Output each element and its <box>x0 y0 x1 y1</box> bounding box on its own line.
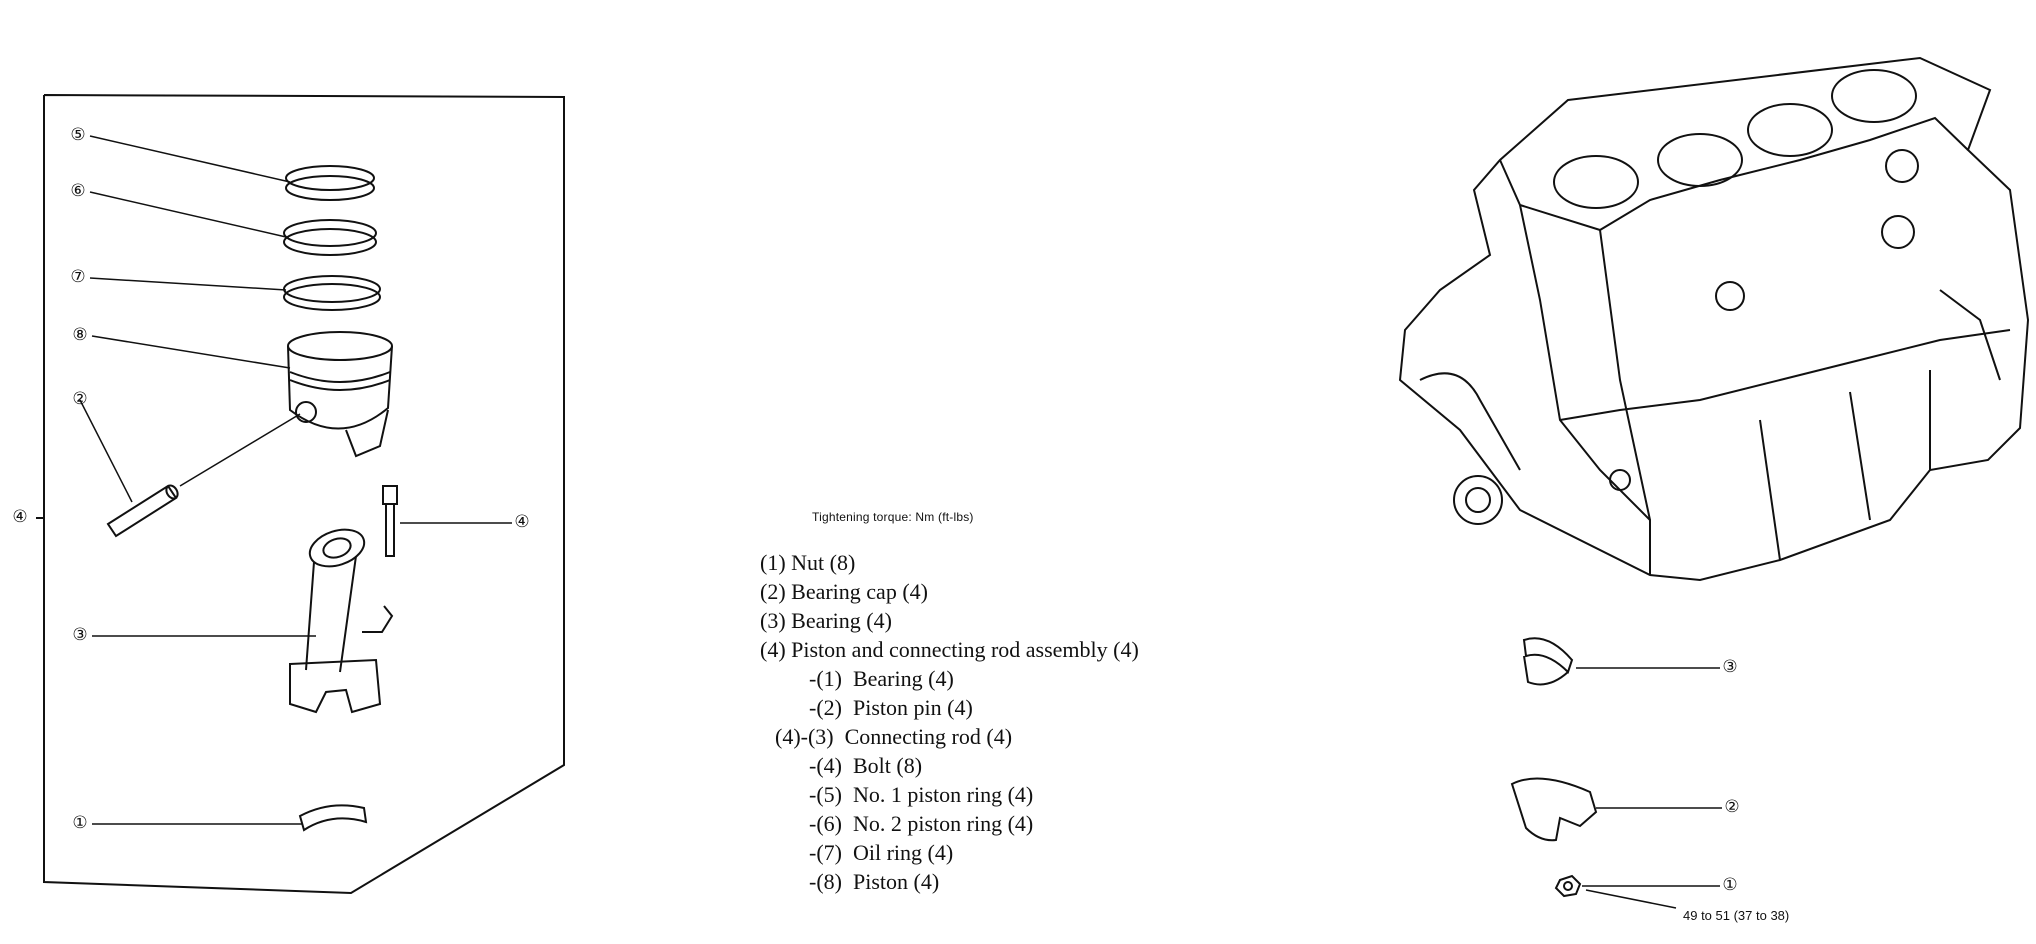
callout-4-bolt: ④ <box>514 511 530 531</box>
callout-3: ③ <box>72 624 88 644</box>
torque-value: 49 to 51 (37 to 38) <box>1683 908 1790 923</box>
piston <box>288 332 392 456</box>
connecting-rod-bolt <box>383 486 397 556</box>
main-bearing <box>1524 638 1572 684</box>
parts-list-item: -(4) Bolt (8) <box>809 753 923 778</box>
parts-list-item: -(1) Bearing (4) <box>809 666 954 691</box>
parts-list-item: -(6) No. 2 piston ring (4) <box>809 811 1034 836</box>
callout-right-3: ③ <box>1722 656 1738 676</box>
rod-bearing <box>300 805 366 830</box>
parts-list-item: (2) Bearing cap (4) <box>760 579 928 604</box>
parts-list-item: (3) Bearing (4) <box>760 608 892 633</box>
parts-list-item: -(2) Piston pin (4) <box>809 695 973 720</box>
callout-7: ⑦ <box>70 266 86 286</box>
engine-block <box>1400 58 2028 580</box>
piston-pin <box>108 483 180 536</box>
parts-list-item: (4)-(3) Connecting rod (4) <box>775 724 1013 749</box>
callout-2: ② <box>72 388 88 408</box>
parts-list-item: (4) Piston and connecting rod assembly (4) <box>760 637 1139 662</box>
callout-6: ⑥ <box>70 180 86 200</box>
parts-list-item: (1) Nut (8) <box>760 550 856 575</box>
right-leader-lines <box>1576 668 1722 908</box>
connecting-rod <box>290 523 392 712</box>
callout-right-2: ② <box>1724 796 1740 816</box>
callout-5: ⑤ <box>70 124 86 144</box>
parts-list-item: -(5) No. 1 piston ring (4) <box>809 782 1034 807</box>
callout-right-1: ① <box>1722 874 1738 894</box>
cap-nut <box>1556 876 1580 896</box>
callout-8: ⑧ <box>72 324 88 344</box>
parts-list-item: -(8) Piston (4) <box>809 869 940 894</box>
bearing-cap <box>1512 779 1596 841</box>
callout-1: ① <box>72 812 88 832</box>
piston-rings <box>284 166 380 310</box>
parts-list-item: -(7) Oil ring (4) <box>809 840 954 865</box>
leader-lines <box>80 136 512 824</box>
callout-4-assembly: ④ <box>12 506 28 526</box>
parts-list <box>760 548 1139 896</box>
assembly-frame <box>44 95 564 893</box>
torque-header: Tightening torque: Nm (ft-lbs) <box>812 510 974 524</box>
